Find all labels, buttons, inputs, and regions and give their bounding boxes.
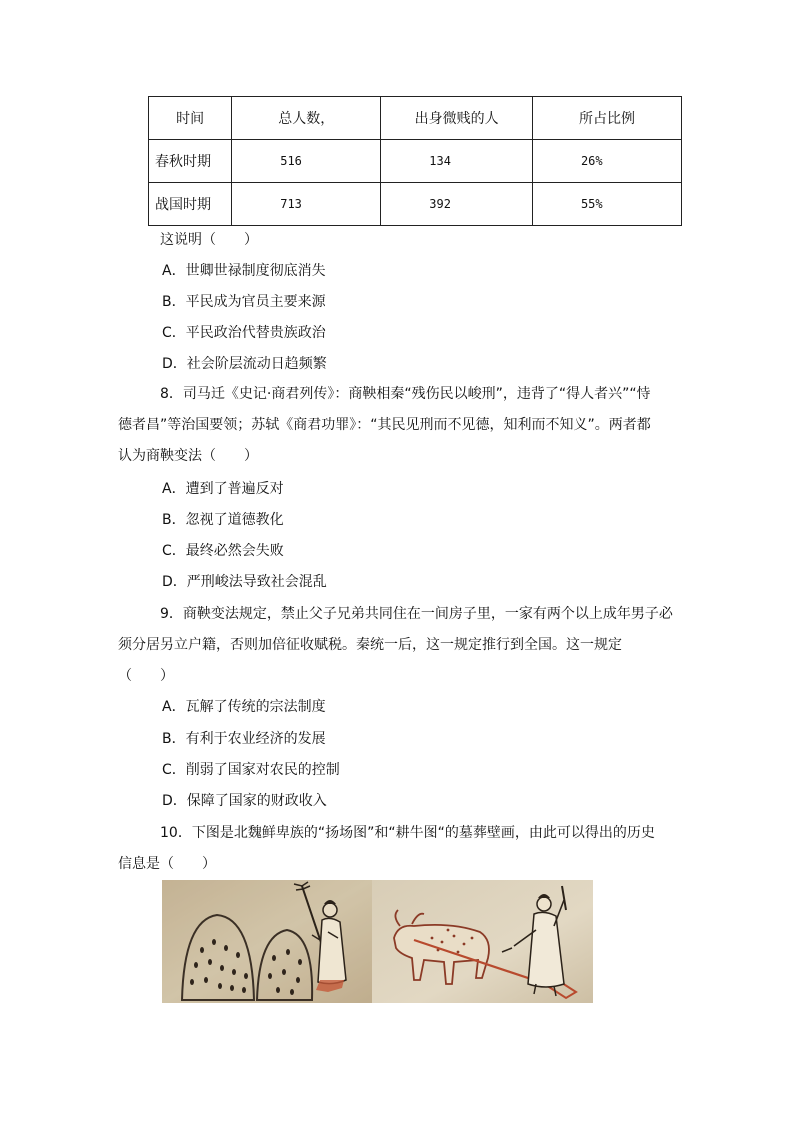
table-cell: 26% — [532, 140, 681, 183]
q8-stem-line-3: 认为商鞅变法（ ） — [118, 448, 258, 464]
q7-option-b: B．平民成为官员主要来源 — [162, 294, 326, 310]
table-row — [149, 140, 682, 183]
q8-option-b: B．忽视了道德教化 — [162, 512, 284, 528]
q9-stem-line-1: 9．商鞅变法规定，禁止父子兄弟共同住在一间房子里，一家有两个以上成年男子必 — [160, 606, 673, 622]
q7-option-a: A．世卿世禄制度彻底消失 — [162, 263, 326, 279]
q9-stem-line-2: 须分居另立户籍，否则加倍征收赋税。秦统一后，这一规定推行到全国。这一规定 — [118, 637, 622, 653]
table-cell: 713 — [232, 183, 381, 226]
table-header-cell: 时间 — [149, 97, 232, 140]
q9-option-b: B．有利于农业经济的发展 — [162, 731, 326, 747]
winnowing-scene — [162, 880, 372, 1003]
table-cell: 134 — [381, 140, 533, 183]
q7-option-d: D．社会阶层流动日趋频繁 — [162, 356, 327, 372]
q9-option-a: A．瓦解了传统的宗法制度 — [162, 699, 326, 715]
table-cell: 55% — [532, 183, 681, 226]
table-header-row — [149, 97, 682, 140]
q8-option-c: C．最终必然会失败 — [162, 543, 284, 559]
plowing-scene — [372, 880, 593, 1003]
q9-option-d: D．保障了国家的财政收入 — [162, 793, 327, 809]
q10-stem-line-1: 10．下图是北魏鲜卑族的“扬场图”和“耕牛图“的墓葬壁画，由此可以得出的历史 — [160, 825, 655, 841]
q7-stem: 这说明（ ） — [160, 232, 258, 248]
official-origin-table — [148, 96, 682, 226]
q7-option-c: C．平民政治代替贵族政治 — [162, 325, 326, 341]
table-row — [149, 183, 682, 226]
table-cell: 392 — [381, 183, 533, 226]
table-cell: 战国时期 — [149, 183, 232, 226]
table-header-cell: 出身微贱的人 — [381, 97, 533, 140]
q8-stem-line-1: 8．司马迁《史记·商君列传》：商鞅相秦“残伤民以峻刑”，违背了“得人者兴”“恃 — [160, 386, 651, 402]
q8-option-a: A．遭到了普遍反对 — [162, 481, 284, 497]
q9-stem-line-3: （ ） — [118, 668, 174, 684]
table-header-cell: 所占比例 — [532, 97, 681, 140]
q10-stem-line-2: 信息是（ ） — [118, 856, 216, 872]
table-cell: 春秋时期 — [149, 140, 232, 183]
table-cell: 516 — [232, 140, 381, 183]
tomb-mural-image — [162, 880, 593, 1003]
q8-option-d: D．严刑峻法导致社会混乱 — [162, 574, 327, 590]
q9-option-c: C．削弱了国家对农民的控制 — [162, 762, 340, 778]
q8-stem-line-2: 德者昌”等治国要领；苏轼《商君功罪》：“其民见刑而不见德，知利而不知义”。两者都 — [118, 417, 651, 433]
table-header-cell: 总人数， — [232, 97, 381, 140]
